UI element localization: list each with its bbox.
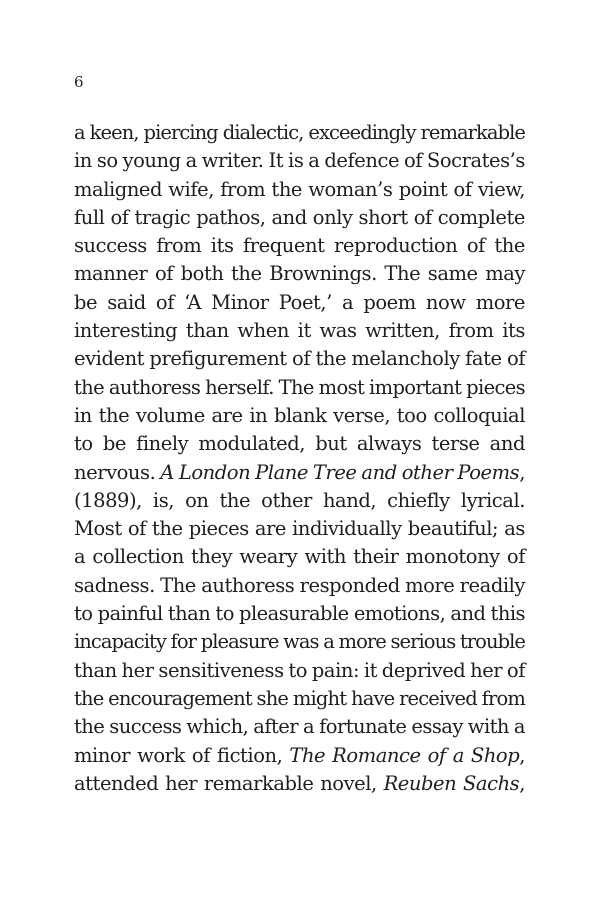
text-run: ,	[519, 460, 525, 484]
text-run: to be finely modulated, but always terse and	[74, 432, 525, 456]
text-line	[74, 317, 525, 345]
text-line	[74, 176, 525, 204]
text-run: full of tragic pathos, and only short of complete	[74, 205, 525, 229]
text-line	[74, 685, 525, 713]
text-line	[74, 713, 525, 741]
text-line	[74, 119, 525, 147]
text-line	[74, 487, 525, 515]
text-run: maligned wife, from the woman’s point of view,	[74, 177, 525, 201]
text-line	[74, 628, 525, 656]
text-run: evident prefigurement of the melancholy fate of	[74, 347, 525, 371]
italic-title: The Romance of a Shop	[289, 743, 520, 767]
text-run: attended her remarkable novel,	[74, 771, 384, 795]
text-line	[74, 572, 525, 600]
text-run: in so young a writer. It is a defence of Socrates’s	[74, 149, 525, 173]
text-run: be said of ‘A Minor Poet,’ a poem now more	[74, 290, 525, 314]
text-run: nervous.	[74, 460, 161, 484]
text-line	[74, 232, 525, 260]
text-run: manner of both the Brownings. The same may	[74, 262, 525, 286]
text-run: the authoress herself. The most important pieces	[74, 375, 525, 399]
text-run: (1889), is, on the other hand, chiefly lyrical.	[74, 488, 525, 512]
text-run: sadness. The authoress responded more readily	[74, 573, 525, 597]
text-line	[74, 742, 525, 770]
text-line	[74, 770, 525, 798]
text-line	[74, 147, 525, 175]
text-line	[74, 657, 525, 685]
text-run: success from its frequent reproduction of the	[74, 234, 525, 258]
text-run: a collection they weary with their monotony of	[74, 545, 525, 569]
text-line	[74, 289, 525, 317]
italic-title: Reuben Sachs	[383, 771, 520, 795]
text-run: to painful than to pleasurable emotions, and this	[74, 602, 525, 626]
text-run: interesting than when it was written, from its	[74, 319, 525, 343]
text-run: the success which, after a fortunate essay with a	[74, 715, 525, 739]
text-line	[74, 204, 525, 232]
text-line	[74, 374, 525, 402]
text-run: a keen, piercing dialectic, exceedingly remarkable	[74, 121, 525, 144]
text-run: minor work of fiction,	[74, 743, 290, 767]
text-run: the encouragement she might have received from	[74, 686, 525, 710]
page-number: 6	[74, 73, 84, 91]
text-run: ,	[519, 743, 525, 767]
text-line	[74, 260, 525, 288]
text-line	[74, 430, 525, 458]
text-run: in the volume are in blank verse, too colloquial	[74, 403, 525, 427]
text-line	[74, 345, 525, 373]
text-run: incapacity for pleasure was a more serious trouble	[74, 630, 525, 654]
text-line	[74, 600, 525, 628]
text-line	[74, 543, 525, 571]
text-run: Most of the pieces are individually beautiful; as	[74, 517, 525, 541]
text-line	[74, 515, 525, 543]
text-line	[74, 459, 525, 487]
italic-title: A London Plane Tree and other Poems	[160, 460, 520, 484]
text-run: ,	[519, 771, 525, 795]
text-line	[74, 402, 525, 430]
body-paragraph	[74, 119, 525, 798]
text-run: than her sensitiveness to pain: it deprived her of	[74, 658, 525, 682]
